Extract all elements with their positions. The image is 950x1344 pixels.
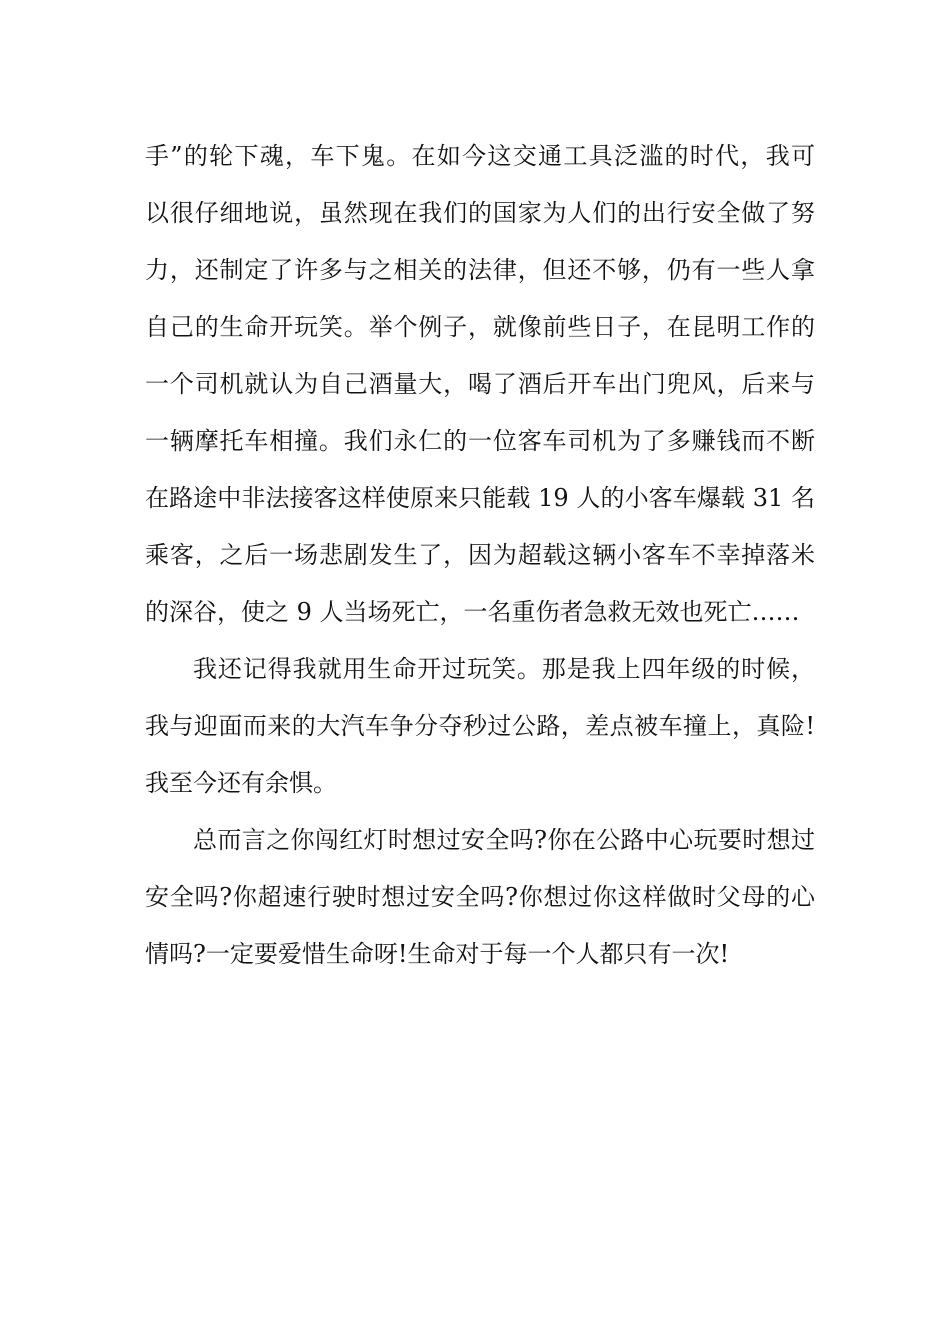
text-line: 手”的轮下魂，车下鬼。在如今这交通工具泛滥的时代，我可	[145, 142, 815, 170]
text-line: 情吗?一定要爱惜生命呀!生命对于每一个人都只有一次!	[145, 940, 730, 968]
text-line: 我与迎面而来的大汽车争分夺秒过公路，差点被车撞上，真险!	[145, 712, 815, 740]
text-line: 安全吗?你超速行驶时想过安全吗?你想过你这样做时父母的心	[145, 883, 815, 911]
text-line: 我至今还有余惧。	[145, 769, 337, 797]
text-line: 在路途中非法接客这样使原来只能载 19 人的小客车爆载 31 名	[145, 484, 815, 512]
text-line: 总而言之你闯红灯时想过安全吗?你在公路中心玩要时想过	[193, 826, 815, 854]
paragraph-1	[145, 128, 815, 641]
text-line: 自己的生命开玩笑。举个例子，就像前些日子，在昆明工作的	[145, 313, 815, 341]
text-line: 一个司机就认为自己酒量大，喝了酒后开车出门兜风，后来与	[145, 370, 815, 398]
body-text	[145, 128, 815, 983]
text-line: 力，还制定了许多与之相关的法律，但还不够，仍有一些人拿	[145, 256, 815, 284]
paragraph-3	[145, 812, 815, 983]
text-line: 一辆摩托车相撞。我们永仁的一位客车司机为了多赚钱而不断	[145, 427, 815, 455]
text-line: 的深谷，使之 9 人当场死亡，一名重伤者急救无效也死亡……	[145, 598, 800, 626]
paragraph-2	[145, 641, 815, 812]
text-line: 我还记得我就用生命开过玩笑。那是我上四年级的时候，	[193, 655, 815, 683]
text-line: 乘客，之后一场悲剧发生了，因为超载这辆小客车不幸掉落米	[145, 541, 815, 569]
text-line: 以很仔细地说，虽然现在我们的国家为人们的出行安全做了努	[145, 199, 815, 227]
